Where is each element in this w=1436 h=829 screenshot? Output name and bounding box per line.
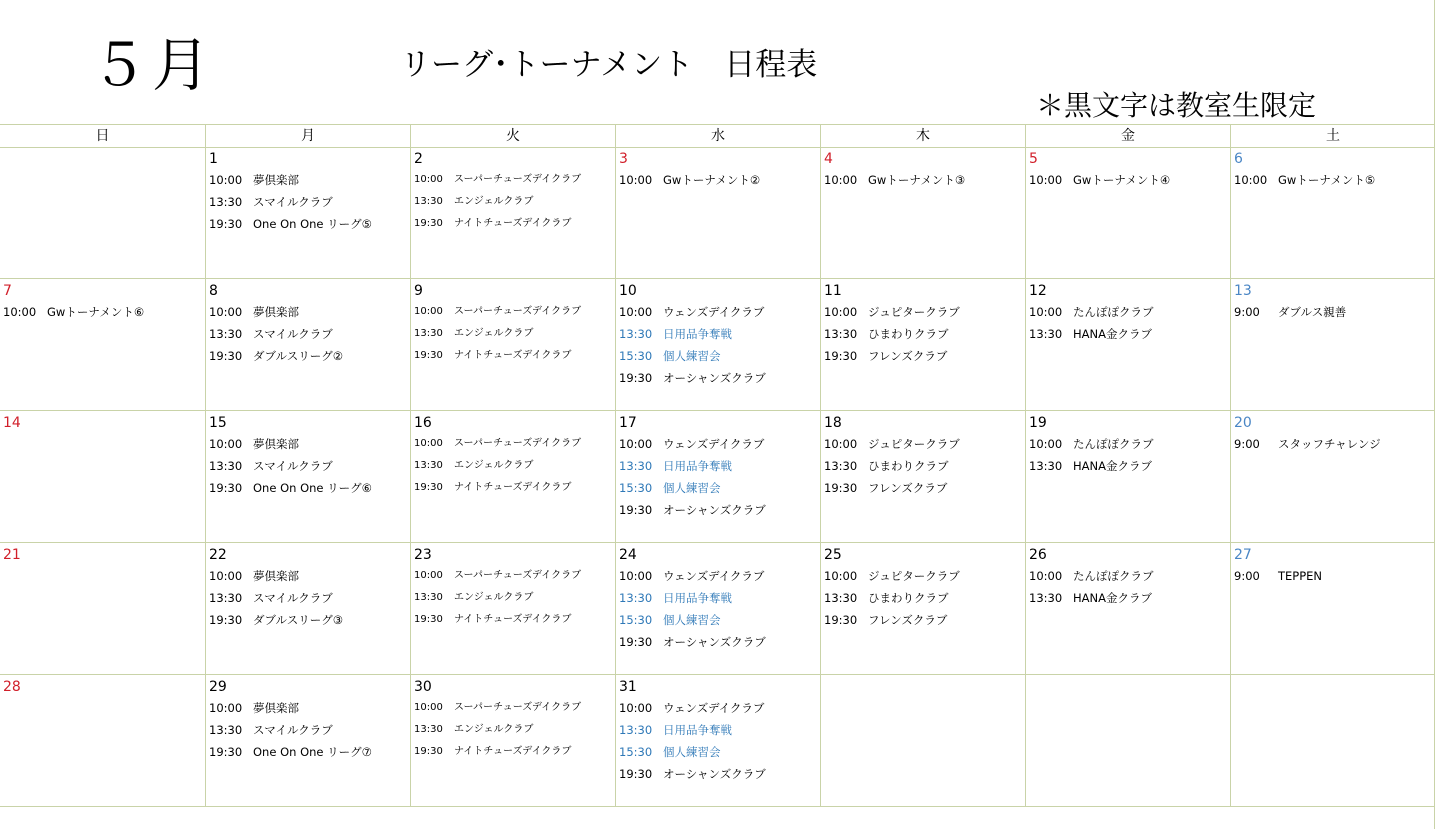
event-name: スタッフチャレンジ — [1278, 437, 1381, 451]
event-name: スーパーチューズデイクラブ — [454, 306, 582, 317]
event-entry — [414, 741, 615, 763]
day-number: 22 — [209, 547, 227, 563]
day-cell-10 — [615, 279, 820, 411]
event-entry — [619, 587, 820, 609]
event-entry — [824, 587, 1025, 609]
event-entry — [1234, 565, 1435, 587]
event-name: ナイトチューズデイクラブ — [454, 218, 572, 229]
event-name: 夢倶楽部 — [253, 173, 299, 187]
event-name: ナイトチューズデイクラブ — [454, 614, 572, 625]
event-entry — [824, 323, 1025, 345]
day-number: 20 — [1234, 415, 1252, 431]
event-time: 15:30 — [619, 481, 653, 495]
event-entry — [209, 169, 410, 191]
event-time: 10:00 — [824, 569, 858, 583]
event-entry — [1234, 433, 1435, 455]
weekday-header-row — [0, 124, 1435, 147]
event-entry — [1029, 323, 1230, 345]
event-time: 9:00 — [1234, 569, 1260, 583]
day-cell-12 — [1025, 279, 1230, 411]
event-name: エンジェルクラブ — [454, 328, 534, 339]
event-entry — [619, 433, 820, 455]
event-entry — [824, 345, 1025, 367]
day-number: 16 — [414, 415, 432, 431]
day-number: 5 — [1029, 151, 1038, 167]
day-number: 3 — [619, 151, 628, 167]
day-number: 23 — [414, 547, 432, 563]
day-number: 13 — [1234, 283, 1252, 299]
event-entry — [414, 477, 615, 499]
event-time: 10:00 — [824, 173, 858, 187]
empty-day-cell — [1230, 675, 1435, 807]
day-cell-9 — [410, 279, 615, 411]
event-entry — [414, 719, 615, 741]
day-cell-7 — [0, 279, 205, 411]
event-time: 13:30 — [209, 195, 243, 209]
event-name: ひまわりクラブ — [868, 459, 949, 473]
event-time: 13:30 — [1029, 459, 1063, 473]
event-time: 19:30 — [414, 482, 443, 493]
event-entry — [209, 323, 410, 345]
event-name: ナイトチューズデイクラブ — [454, 482, 572, 493]
event-name: ナイトチューズデイクラブ — [454, 746, 572, 757]
day-number: 17 — [619, 415, 637, 431]
event-entry — [414, 191, 615, 213]
day-number: 10 — [619, 283, 637, 299]
event-entry — [209, 433, 410, 455]
event-entry — [824, 169, 1025, 191]
event-name: ウェンズデイクラブ — [663, 569, 765, 583]
empty-day-cell — [1025, 675, 1230, 807]
day-cell-24 — [615, 543, 820, 675]
day-number: 6 — [1234, 151, 1243, 167]
event-entry — [414, 697, 615, 719]
event-name: ウェンズデイクラブ — [663, 305, 765, 319]
event-time: 13:30 — [824, 327, 858, 341]
event-time: 10:00 — [209, 437, 243, 451]
event-name: スーパーチューズデイクラブ — [454, 570, 582, 581]
day-number: 9 — [414, 283, 423, 299]
event-time: 10:00 — [209, 173, 243, 187]
event-name: 日用品争奪戦 — [663, 459, 732, 473]
day-number: 1 — [209, 151, 218, 167]
event-name: エンジェルクラブ — [454, 460, 534, 471]
event-time: 10:00 — [619, 569, 653, 583]
event-name: フレンズクラブ — [868, 349, 948, 363]
event-name: 個人練習会 — [663, 349, 721, 363]
empty-day-cell — [820, 675, 1025, 807]
event-name: One On One リーグ⑥ — [253, 481, 372, 495]
event-time: 10:00 — [209, 569, 243, 583]
event-time: 13:30 — [209, 459, 243, 473]
day-number: 2 — [414, 151, 423, 167]
event-entry — [209, 477, 410, 499]
event-time: 10:00 — [619, 437, 653, 451]
event-time: 19:30 — [209, 217, 243, 231]
event-name: オーシャンズクラブ — [663, 635, 766, 649]
day-number — [1234, 677, 1435, 697]
event-time: 13:30 — [824, 459, 858, 473]
event-name: たんぽぽクラブ — [1073, 437, 1154, 451]
day-cell-14 — [0, 411, 205, 543]
event-time: 10:00 — [414, 306, 443, 317]
event-time: 19:30 — [619, 767, 653, 781]
event-entry — [619, 169, 820, 191]
week-row — [0, 543, 1435, 675]
event-time: 13:30 — [824, 591, 858, 605]
event-time: 19:30 — [414, 746, 443, 757]
event-entry — [209, 191, 410, 213]
event-time: 10:00 — [3, 305, 37, 319]
event-time: 10:00 — [209, 305, 243, 319]
event-entry — [619, 345, 820, 367]
event-entry — [3, 301, 205, 323]
event-name: 個人練習会 — [663, 613, 721, 627]
event-entry — [209, 587, 410, 609]
day-number: 27 — [1234, 547, 1252, 563]
event-entry — [414, 587, 615, 609]
calendar-grid — [0, 124, 1435, 807]
weekday-header-sat: 土 — [1230, 125, 1435, 148]
event-name: ダブルスリーグ③ — [253, 613, 344, 627]
event-name: 個人練習会 — [663, 745, 721, 759]
day-number: 18 — [824, 415, 842, 431]
day-cell-19 — [1025, 411, 1230, 543]
event-entry — [824, 301, 1025, 323]
day-cell-17 — [615, 411, 820, 543]
day-cell-1 — [205, 147, 410, 279]
event-time: 13:30 — [414, 460, 443, 471]
event-entry — [619, 323, 820, 345]
event-time: 13:30 — [414, 328, 443, 339]
event-name: 日用品争奪戦 — [663, 327, 732, 341]
event-entry — [619, 741, 820, 763]
event-name: ダブルスリーグ② — [253, 349, 344, 363]
event-entry — [1234, 169, 1435, 191]
event-time: 13:30 — [414, 724, 443, 735]
event-entry — [619, 367, 820, 389]
event-name: オーシャンズクラブ — [663, 503, 766, 517]
day-number: 15 — [209, 415, 227, 431]
event-time: 15:30 — [619, 349, 653, 363]
day-number: 21 — [3, 547, 21, 563]
event-time: 13:30 — [619, 459, 653, 473]
event-name: スマイルクラブ — [253, 723, 333, 737]
event-entry — [1234, 301, 1435, 323]
event-entry — [414, 213, 615, 235]
event-name: 夢倶楽部 — [253, 305, 299, 319]
event-entry — [619, 301, 820, 323]
event-time: 19:30 — [209, 349, 243, 363]
day-cell-18 — [820, 411, 1025, 543]
event-time: 10:00 — [1029, 305, 1063, 319]
event-entry — [209, 301, 410, 323]
event-entry — [824, 433, 1025, 455]
event-time: 10:00 — [1029, 569, 1063, 583]
weekday-header-tue: 火 — [410, 125, 615, 148]
event-entry — [619, 763, 820, 785]
event-entry — [209, 741, 410, 763]
weekday-header-fri: 金 — [1025, 125, 1230, 148]
event-name: TEPPEN — [1278, 569, 1323, 583]
event-name: ジュピタークラブ — [868, 569, 960, 583]
event-time: 19:30 — [619, 635, 653, 649]
event-name: HANA金クラブ — [1073, 591, 1152, 605]
event-entry — [209, 609, 410, 631]
event-time: 10:00 — [619, 305, 653, 319]
event-name: スマイルクラブ — [253, 327, 333, 341]
event-time: 10:00 — [619, 701, 653, 715]
day-cell-6 — [1230, 147, 1435, 279]
event-time: 19:30 — [619, 503, 653, 517]
event-time: 13:30 — [209, 591, 243, 605]
week-row — [0, 411, 1435, 543]
legend-note: ＊黒文字は教室生限定 — [1036, 89, 1317, 122]
event-name: 夢倶楽部 — [253, 569, 299, 583]
event-name: Gwトーナメント④ — [1073, 173, 1171, 187]
event-time: 10:00 — [414, 570, 443, 581]
event-entry — [619, 631, 820, 653]
event-name: 日用品争奪戦 — [663, 591, 732, 605]
event-name: Gwトーナメント② — [663, 173, 761, 187]
event-entry — [619, 455, 820, 477]
event-entry — [824, 477, 1025, 499]
event-name: スーパーチューズデイクラブ — [454, 702, 582, 713]
event-entry — [209, 345, 410, 367]
event-name: 日用品争奪戦 — [663, 723, 732, 737]
day-cell-2 — [410, 147, 615, 279]
event-name: たんぽぽクラブ — [1073, 569, 1154, 583]
event-time: 10:00 — [1029, 173, 1063, 187]
event-entry — [619, 609, 820, 631]
event-name: ひまわりクラブ — [868, 327, 949, 341]
event-entry — [414, 565, 615, 587]
event-time: 13:30 — [414, 592, 443, 603]
event-entry — [619, 719, 820, 741]
event-name: Gwトーナメント⑥ — [47, 305, 145, 319]
event-name: スマイルクラブ — [253, 195, 333, 209]
event-time: 9:00 — [1234, 305, 1260, 319]
day-number — [824, 677, 1025, 697]
event-time: 10:00 — [209, 701, 243, 715]
day-number: 24 — [619, 547, 637, 563]
event-entry — [1029, 587, 1230, 609]
event-name: フレンズクラブ — [868, 481, 948, 495]
event-entry — [619, 565, 820, 587]
event-time: 19:30 — [619, 371, 653, 385]
day-cell-13 — [1230, 279, 1435, 411]
event-entry — [824, 455, 1025, 477]
event-name: オーシャンズクラブ — [663, 371, 766, 385]
page-title: リーグ･トーナメント 日程表 — [400, 47, 818, 83]
event-name: スマイルクラブ — [253, 459, 333, 473]
event-name: HANA金クラブ — [1073, 459, 1152, 473]
event-entry — [414, 301, 615, 323]
day-cell-22 — [205, 543, 410, 675]
event-name: One On One リーグ⑦ — [253, 745, 372, 759]
event-entry — [209, 697, 410, 719]
day-number: 8 — [209, 283, 218, 299]
event-time: 13:30 — [1029, 591, 1063, 605]
event-time: 13:30 — [619, 723, 653, 737]
event-time: 10:00 — [824, 305, 858, 319]
event-name: スーパーチューズデイクラブ — [454, 174, 582, 185]
event-entry — [1029, 301, 1230, 323]
event-entry — [1029, 169, 1230, 191]
event-entry — [414, 433, 615, 455]
day-cell-31 — [615, 675, 820, 807]
event-entry — [619, 477, 820, 499]
event-name: ジュピタークラブ — [868, 437, 960, 451]
weekday-header-sun: 日 — [0, 125, 205, 148]
event-name: ダブルス親善 — [1278, 305, 1347, 319]
week-row — [0, 279, 1435, 411]
day-number: 29 — [209, 679, 227, 695]
day-number: 26 — [1029, 547, 1047, 563]
week-row — [0, 147, 1435, 279]
weekday-header-wed: 水 — [615, 125, 820, 148]
event-time: 13:30 — [1029, 327, 1063, 341]
event-name: エンジェルクラブ — [454, 196, 534, 207]
empty-day-cell — [0, 147, 205, 279]
event-time: 19:30 — [209, 481, 243, 495]
day-number: 25 — [824, 547, 842, 563]
event-entry — [209, 565, 410, 587]
day-number: 31 — [619, 679, 637, 695]
event-name: Gwトーナメント⑤ — [1278, 173, 1376, 187]
day-cell-8 — [205, 279, 410, 411]
event-entry — [414, 345, 615, 367]
event-name: 夢倶楽部 — [253, 437, 299, 451]
day-number: 19 — [1029, 415, 1047, 431]
event-time: 10:00 — [1029, 437, 1063, 451]
event-entry — [414, 609, 615, 631]
event-entry — [824, 609, 1025, 631]
event-entry — [1029, 455, 1230, 477]
day-cell-27 — [1230, 543, 1435, 675]
event-time: 10:00 — [414, 438, 443, 449]
day-cell-5 — [1025, 147, 1230, 279]
day-number — [1029, 677, 1230, 697]
day-cell-29 — [205, 675, 410, 807]
event-entry — [824, 565, 1025, 587]
event-name: ナイトチューズデイクラブ — [454, 350, 572, 361]
day-number: 7 — [3, 283, 12, 299]
day-cell-20 — [1230, 411, 1435, 543]
event-entry — [1029, 565, 1230, 587]
day-number — [3, 149, 205, 169]
event-time: 10:00 — [414, 174, 443, 185]
event-entry — [414, 169, 615, 191]
event-name: フレンズクラブ — [868, 613, 948, 627]
day-cell-23 — [410, 543, 615, 675]
event-time: 13:30 — [209, 723, 243, 737]
day-cell-21 — [0, 543, 205, 675]
day-cell-11 — [820, 279, 1025, 411]
event-time: 10:00 — [414, 702, 443, 713]
event-time: 13:30 — [209, 327, 243, 341]
event-time: 19:30 — [824, 349, 858, 363]
event-entry — [619, 499, 820, 521]
event-entry — [1029, 433, 1230, 455]
event-name: オーシャンズクラブ — [663, 767, 766, 781]
event-entry — [414, 323, 615, 345]
event-name: エンジェルクラブ — [454, 592, 534, 603]
event-name: たんぽぽクラブ — [1073, 305, 1154, 319]
event-time: 15:30 — [619, 613, 653, 627]
day-cell-30 — [410, 675, 615, 807]
event-name: ウェンズデイクラブ — [663, 437, 765, 451]
month-title: ５月 — [90, 31, 215, 99]
event-time: 19:30 — [209, 745, 243, 759]
event-entry — [619, 697, 820, 719]
event-name: ひまわりクラブ — [868, 591, 949, 605]
event-time: 13:30 — [619, 591, 653, 605]
event-name: スマイルクラブ — [253, 591, 333, 605]
event-time: 19:30 — [824, 481, 858, 495]
event-time: 15:30 — [619, 745, 653, 759]
event-name: エンジェルクラブ — [454, 724, 534, 735]
event-entry — [209, 455, 410, 477]
day-cell-4 — [820, 147, 1025, 279]
event-time: 19:30 — [209, 613, 243, 627]
day-number: 11 — [824, 283, 842, 299]
weekday-header-thu: 木 — [820, 125, 1025, 148]
day-cell-16 — [410, 411, 615, 543]
event-time: 9:00 — [1234, 437, 1260, 451]
day-cell-3 — [615, 147, 820, 279]
event-time: 19:30 — [414, 218, 443, 229]
event-name: One On One リーグ⑤ — [253, 217, 372, 231]
day-cell-25 — [820, 543, 1025, 675]
event-time: 10:00 — [619, 173, 653, 187]
event-time: 13:30 — [619, 327, 653, 341]
day-number: 28 — [3, 679, 21, 695]
event-name: HANA金クラブ — [1073, 327, 1152, 341]
day-cell-28 — [0, 675, 205, 807]
day-number: 30 — [414, 679, 432, 695]
event-name: ウェンズデイクラブ — [663, 701, 765, 715]
event-name: Gwトーナメント③ — [868, 173, 966, 187]
week-row — [0, 675, 1435, 807]
event-entry — [209, 719, 410, 741]
event-time: 19:30 — [824, 613, 858, 627]
event-time: 13:30 — [414, 196, 443, 207]
weekday-header-mon: 月 — [205, 125, 410, 148]
day-number: 14 — [3, 415, 21, 431]
event-name: 夢倶楽部 — [253, 701, 299, 715]
event-name: スーパーチューズデイクラブ — [454, 438, 582, 449]
event-entry — [209, 213, 410, 235]
event-time: 10:00 — [824, 437, 858, 451]
event-entry — [414, 455, 615, 477]
day-number: 4 — [824, 151, 833, 167]
event-time: 19:30 — [414, 350, 443, 361]
event-time: 10:00 — [1234, 173, 1268, 187]
day-number: 12 — [1029, 283, 1047, 299]
event-time: 19:30 — [414, 614, 443, 625]
day-cell-15 — [205, 411, 410, 543]
event-name: 個人練習会 — [663, 481, 721, 495]
day-cell-26 — [1025, 543, 1230, 675]
event-name: ジュピタークラブ — [868, 305, 960, 319]
